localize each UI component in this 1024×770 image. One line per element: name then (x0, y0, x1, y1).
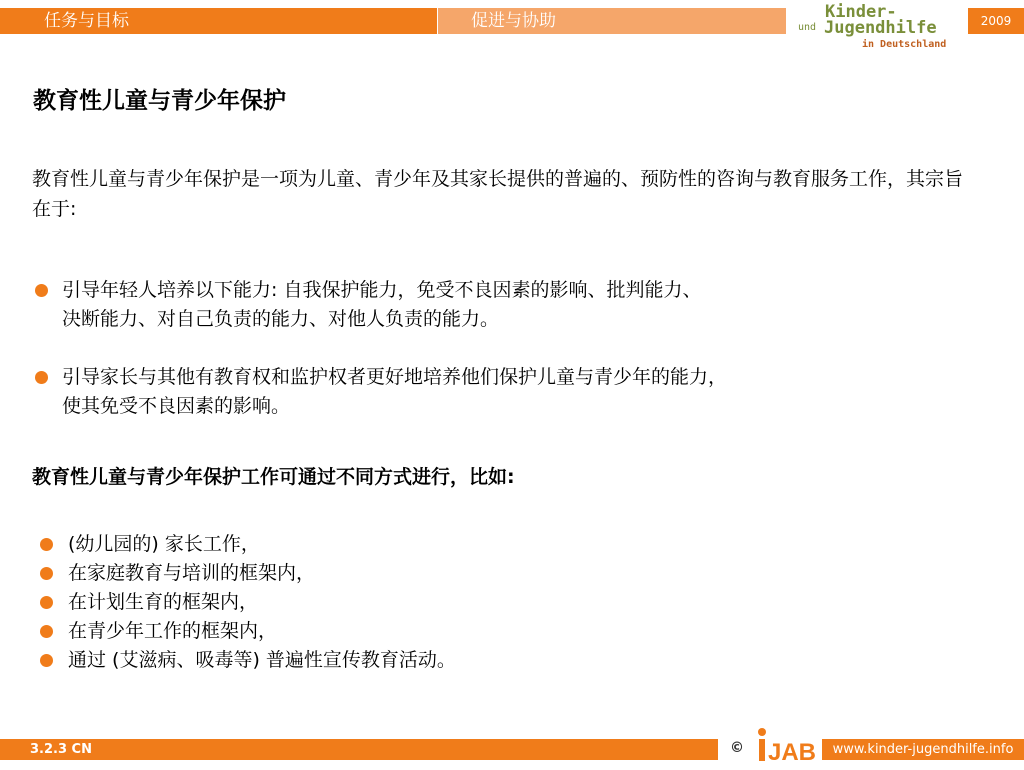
logo-line2-prefix: und (798, 22, 817, 33)
copyright-symbol: © (730, 740, 744, 756)
footer-bar (0, 739, 718, 760)
nav-tab-promotion-and-support[interactable] (438, 8, 786, 34)
list-item (32, 363, 982, 421)
list-item (38, 559, 456, 588)
list-item (38, 530, 456, 559)
year-badge (968, 8, 1024, 34)
ijab-logo-icon (754, 726, 817, 766)
way-text: 在家庭教育与培训的框架内， (68, 562, 316, 584)
bullet-icon (40, 625, 53, 638)
way-text: 在青少年工作的框架内， (68, 620, 278, 642)
nav-tab-tasks-label: 任务与目标 (44, 11, 129, 31)
website-link[interactable] (822, 739, 1024, 760)
way-text: 通过 (艾滋病、吸毒等) 普遍性宣传教育活动。 (68, 649, 456, 671)
nav-tab-tasks-and-goals[interactable] (0, 8, 437, 34)
logo-line1: Kinder- (825, 2, 897, 22)
list-item (38, 646, 456, 675)
bullet-icon (40, 538, 53, 551)
list-item (32, 276, 982, 334)
year-label: 2009 (980, 14, 1012, 28)
way-text: (幼儿园的) 家长工作， (68, 533, 260, 555)
ways-list (38, 530, 456, 675)
bullet-icon (40, 654, 53, 667)
logo-line3: in Deutschland (862, 39, 947, 50)
list-item (38, 588, 456, 617)
bullet-icon (40, 567, 53, 580)
way-text: 在计划生育的框架内， (68, 591, 259, 613)
intro-paragraph: 教育性儿童与青少年保护是一项为儿童、青少年及其家长提供的普遍的、预防性的咨询与教育服务工作，其宗旨在于: (32, 168, 964, 220)
goals-list (32, 276, 982, 450)
logo-line2: Jugendhilfe (824, 18, 937, 38)
bullet-icon (35, 371, 48, 384)
website-url: www.kinder-jugendhilfe.info (832, 742, 1014, 757)
goal-line: 决断能力、对自己负责的能力、对他人负责的能力。 (62, 308, 500, 330)
kinder-jugendhilfe-logo (790, 2, 966, 54)
bullet-icon (40, 596, 53, 609)
section-subheading: 教育性儿童与青少年保护工作可通过不同方式进行，比如: (32, 466, 515, 488)
list-item (38, 617, 456, 646)
nav-tab-promotion-label: 促进与协助 (471, 11, 556, 31)
slide-code: 3.2.3 CN (30, 742, 92, 757)
bullet-icon (35, 284, 48, 297)
ijab-logo (754, 726, 817, 766)
goal-line: 引导年轻人培养以下能力: 自我保护能力，免受不良因素的影响、批判能力、 (62, 279, 702, 301)
page-title: 教育性儿童与青少年保护 (33, 88, 286, 114)
goal-line: 引导家长与其他有教育权和监护权者更好地培养他们保护儿童与青少年的能力， (62, 366, 728, 388)
goal-line: 使其免受不良因素的影响。 (62, 395, 291, 417)
svg-text:JAB: JAB (768, 739, 817, 766)
